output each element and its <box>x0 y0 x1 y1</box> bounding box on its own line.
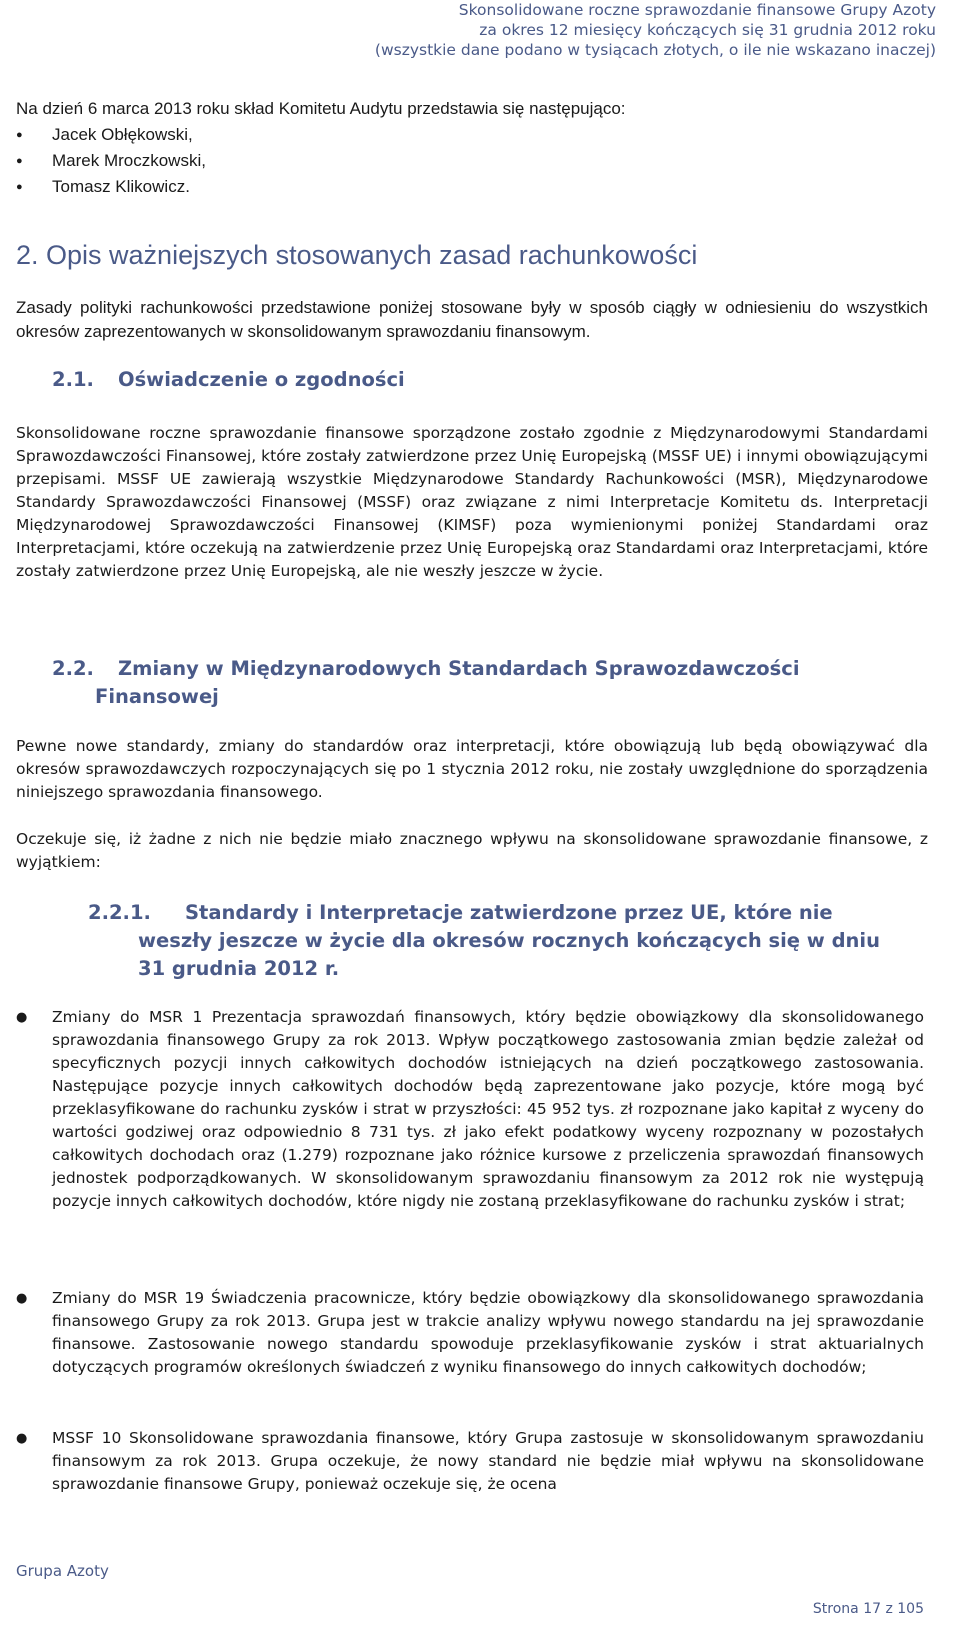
changes-paragraph-1: Pewne nowe standardy, zmiany do standardów oraz interpretacji, które obowiązują lub będą obowiązywać dla okresów sprawozdawczych rozpoczynających się po 1 stycznia 2012 roku, nie zostały uwzględnione do sporządzenia niniejszego sprawozdania finansowego. <box>16 737 928 801</box>
committee-intro: Na dzień 6 marca 2013 roku skład Komitetu Audytu przedstawia się następująco: <box>16 99 626 118</box>
subsubsection-title-line-1: Standardy i Interpretacje zatwierdzone przez UE, które nie <box>185 901 833 924</box>
subsection-title-line-2: Finansowej <box>95 685 219 708</box>
bullet-icon: ● <box>16 1291 28 1306</box>
subsection-number: 2.1. <box>52 368 94 391</box>
member-name: Jacek Obłękowski, <box>52 125 193 144</box>
header-line-3: (wszystkie dane podano w tysiącach złotych, o ile nie wskazano inaczej) <box>374 41 936 59</box>
bullet-icon: ● <box>16 129 23 141</box>
bullet-icon: ● <box>16 155 23 167</box>
member-name: Tomasz Klikowicz. <box>52 177 190 196</box>
header-line-2: za okres 12 miesięcy kończących się 31 grudnia 2012 roku <box>479 21 936 39</box>
list-item: MSSF 10 Skonsolidowane sprawozdania finansowe, który Grupa zastosuje w skonsolidowanym sprawozdaniu finansowym za rok 2013. Grupa oczekuje, że nowy standard nie będzie miał wpływu na skonsolidowane sprawozdanie finansowe Grupy, ponieważ oczekuje się, że ocena <box>52 1429 924 1493</box>
bullet-icon: ● <box>16 181 23 193</box>
subsection-number: 2.2. <box>52 657 94 680</box>
section-heading: 2. Opis ważniejszych stosowanych zasad rachunkowości <box>16 240 698 270</box>
list-item: Zmiany do MSR 1 Prezentacja sprawozdań finansowych, który będzie obowiązkowy dla skonsolidowanego sprawozdania finansowego Grupy za rok 2013. Wpływ początkowego zastosowania zmian będzie zależał od specyficznych pozycji innych całkowitych dochodów istniejących na dzień początkowego zastosowania. Następujące pozycje innych całkowitych dochodów będą zaprezentowane jako pozycje, które mogą być przeklasyfikowane do rachunku zysków i strat w przyszłości: 45 952 tys. zł rozpoznane jako kapitał z wyceny do wartości godziwej oraz odpowiednio 8 731 tys. zł jako efekt podatkowy wyceny rozpoznany w pozostałych całkowitych dochodach oraz (1.279) rozpoznane jako różnice kursowe z przeliczenia sprawozdań finansowych jednostek podporządkowanych. W skonsolidowanym sprawozdaniu finansowym za 2012 rok nie występują pozycje innych całkowitych dochodów, które nigdy nie zostaną przeklasyfikowane do rachunku zysków i strat; <box>52 1008 924 1210</box>
changes-paragraph-2: Oczekuje się, iż żadne z nich nie będzie miało znacznego wpływu na skonsolidowane sprawozdanie finansowe, z wyjątkiem: <box>16 830 928 871</box>
footer-page-number: Strona 17 z 105 <box>812 1601 924 1617</box>
subsubsection-number: 2.2.1. <box>88 901 151 924</box>
running-header <box>375 0 936 60</box>
subsection-title: Oświadczenie o zgodności <box>118 368 405 391</box>
footer-company: Grupa Azoty <box>16 1562 109 1580</box>
subsection-title-line-1: Zmiany w Międzynarodowych Standardach Sprawozdawczości <box>118 657 800 680</box>
compliance-paragraph: Skonsolidowane roczne sprawozdanie finansowe sporządzone zostało zgodnie z Międzynarodowymi Standardami Sprawozdawczości Finansowej, które zostały zatwierdzone przez Unię Europejską (MSSF UE) i innymi obowiązującymi przepisami. MSSF UE zawierają wszystkie Międzynarodowe Standardy Rachunkowości (MSR), Międzynarodowe Standardy Sprawozdawczości Finansowej (MSSF) oraz związane z nimi Interpretacje Komitetu ds. Interpretacji Międzynarodowej Sprawozdawczości Finansowej (KIMSF) poza wymienionymi poniżej Standardami oraz Interpretacjami, które oczekują na zatwierdzenie przez Unię Europejską oraz Standardami oraz Interpretacjami, które zostały zatwierdzone przez Unię Europejską, ale nie weszły jeszcze w życie. <box>16 424 928 580</box>
subsubsection-title-line-2: weszły jeszcze w życie dla okresów rocznych kończących się w dniu <box>138 929 880 952</box>
header-line-1: Skonsolidowane roczne sprawozdanie finansowe Grupy Azoty <box>458 1 936 19</box>
member-name: Marek Mroczkowski, <box>52 151 206 170</box>
bullet-icon: ● <box>16 1431 28 1446</box>
subsubsection-title-line-3: 31 grudnia 2012 r. <box>138 957 340 980</box>
list-item: Zmiany do MSR 19 Świadczenia pracownicze, który będzie obowiązkowy dla skonsolidowanego sprawozdania finansowego Grupy za rok 2013. Grupa jest w trakcie analizy wpływu nowego standardu na jej sprawozdanie finansowe. Zastosowanie nowego standardu spowoduje przeklasyfikowanie zysków i strat aktuarialnych dotyczących programów określonych świadczeń z wyniku finansowego do innych całkowitych dochodów; <box>52 1289 924 1376</box>
section-paragraph: Zasady polityki rachunkowości przedstawione poniżej stosowane były w sposób ciągły w odniesieniu do wszystkich okresów zaprezentowanych w skonsolidowanym sprawozdaniu finansowym. <box>16 298 928 341</box>
bullet-icon: ● <box>16 1010 28 1025</box>
